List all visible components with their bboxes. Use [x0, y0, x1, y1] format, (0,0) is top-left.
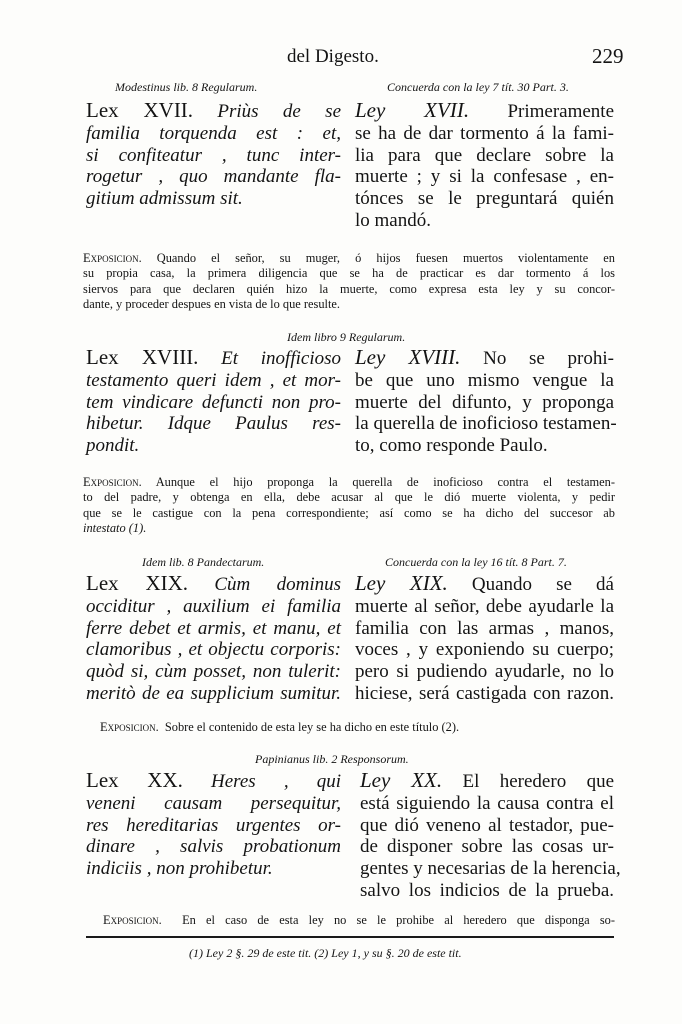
latin-law-number: Lex XIX.	[86, 571, 189, 595]
spanish-line: voces , y exponiendo su cuerpo;	[355, 639, 614, 661]
spanish-line: tónces se le preguntará quién	[355, 188, 614, 210]
latin-law-number: Lex XVIII.	[86, 345, 199, 369]
spanish-line: No se prohi-	[483, 348, 614, 369]
spanish-line: lo mandó.	[355, 209, 431, 231]
latin-line: indiciis , non prohibetur.	[86, 858, 273, 880]
exposition-line: su propia casa, la primera diligencia que se ha de practicar es dar tormento á los	[83, 266, 615, 281]
exposition-paragraph	[83, 251, 615, 312]
exposition-paragraph	[103, 913, 615, 928]
latin-text	[86, 100, 341, 210]
spanish-line: Primeramente	[507, 101, 615, 122]
exposition-line: siervos para que declaren quién hizo la muerte, como expresa esta ley y su concor-	[83, 281, 615, 296]
exposition-line: Quando el señor, su muger, ó hijos fuesen muertos violentamente en	[156, 251, 615, 265]
latin-line: tem vindicare defuncti non pro-	[86, 391, 341, 413]
spanish-line: El heredero que	[462, 771, 614, 792]
spanish-line: lia para que declare sobre la	[355, 144, 614, 166]
exposition-label: Exposicion.	[83, 475, 142, 489]
source-citation-center: Idem libro 9 Regularum.	[287, 330, 406, 344]
spanish-line: salvo los indicios de la prueba.	[360, 879, 614, 901]
latin-line: meritò de ea supplicium sumitur.	[86, 682, 341, 704]
latin-text	[86, 770, 341, 880]
spanish-line: está siguiendo la causa contra el	[360, 792, 614, 814]
spanish-translation	[355, 573, 614, 705]
spanish-line: gentes y necesarias de la herencia,	[360, 858, 621, 880]
latin-line: familia torquenda est : et,	[86, 122, 341, 144]
latin-line: si confiteatur , tunc inter-	[86, 144, 341, 166]
exposition-paragraph	[83, 475, 615, 536]
spanish-law-number: Ley XVIII.	[355, 345, 461, 369]
source-citation-left: Modestinus lib. 8 Regularum.	[115, 80, 258, 94]
latin-line: Et inofficioso	[221, 348, 342, 369]
spanish-line: muerte ; y si la confesase , en-	[355, 166, 614, 188]
latin-law-number: Lex XVII.	[86, 98, 194, 122]
running-head: del Digesto.	[287, 46, 379, 67]
latin-line: rogetur , quo mandante fla-	[86, 166, 341, 188]
exposition-line: En el caso de esta ley no se le prohibe al heredero que disponga so-	[182, 913, 615, 927]
source-citation-center: Papinianus lib. 2 Responsorum.	[255, 752, 409, 766]
latin-line: dinare , salvis probationum	[86, 836, 341, 858]
latin-line: quòd si, cùm posset, non tulerit:	[86, 661, 341, 683]
spanish-line: muerte al señor, debe ayudarle la	[355, 595, 614, 617]
spanish-line: de disponer sobre las cosas ur-	[360, 836, 614, 858]
latin-line: occiditur , auxilium ei familia	[86, 595, 341, 617]
spanish-line: familia con las armas , manos,	[355, 617, 614, 639]
spanish-line: hiciese, será castigada con razon.	[355, 682, 614, 704]
spanish-line: se ha de dar tormento á la fami-	[355, 122, 614, 144]
exposition-label: Exposicion.	[103, 913, 162, 927]
spanish-line: muerte del difunto, y proponga	[355, 391, 614, 413]
latin-line: clamoribus , et objectu corporis:	[86, 639, 341, 661]
latin-line: hibetur. Idque Paulus res-	[86, 413, 341, 435]
latin-law-number: Lex XX.	[86, 768, 183, 792]
spanish-law-number: Ley XVII.	[355, 98, 470, 122]
spanish-translation	[355, 345, 617, 457]
exposition-line: Aunque el hijo proponga la querella de inoficioso contra el testamen-	[155, 475, 615, 489]
latin-line: Cùm dominus	[214, 574, 341, 595]
latin-line: veneni causam persequitur,	[86, 792, 341, 814]
spanish-line: pero si pudiendo ayudarle, no lo	[355, 661, 614, 683]
source-citation-left: Idem lib. 8 Pandectarum.	[142, 555, 265, 569]
latin-line: Heres , qui	[211, 771, 341, 792]
latin-line: res hereditarias urgentes or-	[86, 814, 341, 836]
spanish-line: be que uno mismo vengue la	[355, 369, 614, 391]
exposition-line: dante, y proceder despues en vista de lo que resulte.	[83, 296, 341, 311]
concordance-citation: Concuerda con la ley 7 tít. 30 Part. 3.	[387, 80, 569, 94]
exposition-line: Sobre el contenido de esta ley se ha dicho en este título (2).	[164, 720, 460, 734]
exposition-line: to del padre, y obtenga en ella, debe acusar al que le dió muerte violenta, y pedir	[83, 490, 615, 505]
footnote: (1) Ley 2 §. 29 de este tit. (2) Ley 1, y su §. 20 de este tit.	[189, 946, 462, 960]
spanish-law-number: Ley XIX.	[355, 571, 448, 595]
latin-text	[86, 573, 341, 705]
spanish-translation	[360, 768, 621, 902]
spanish-line: to, como responde Paulo.	[355, 435, 548, 457]
spanish-translation	[355, 100, 614, 232]
exposition-label: Exposicion.	[100, 720, 159, 734]
exposition-paragraph	[100, 720, 632, 735]
exposition-line: intestato (1).	[83, 520, 147, 535]
spanish-line: Quando se dá	[471, 574, 614, 595]
exposition-label: Exposicion.	[83, 251, 142, 265]
latin-line: testamento queri idem , et mor-	[86, 369, 341, 391]
footnote-rule	[86, 936, 614, 938]
latin-line: ferre debet et armis, et manu, et	[86, 617, 341, 639]
page-number: 229	[592, 44, 624, 68]
spanish-line: que dió veneno al testador, pue-	[360, 814, 614, 836]
spanish-line: la querella de inoficioso testamen-	[355, 413, 617, 435]
concordance-citation: Concuerda con la ley 16 tít. 8 Part. 7.	[385, 555, 567, 569]
latin-line: gitium admissum sit.	[86, 188, 243, 210]
exposition-line: que se le castigue con la pena correspondiente; así como se ha dicho del succesor ab	[83, 505, 615, 520]
spanish-law-number: Ley XX.	[360, 768, 443, 792]
latin-text	[86, 347, 341, 457]
latin-line: Priùs de se	[217, 101, 342, 122]
latin-line: pondit.	[86, 435, 140, 457]
